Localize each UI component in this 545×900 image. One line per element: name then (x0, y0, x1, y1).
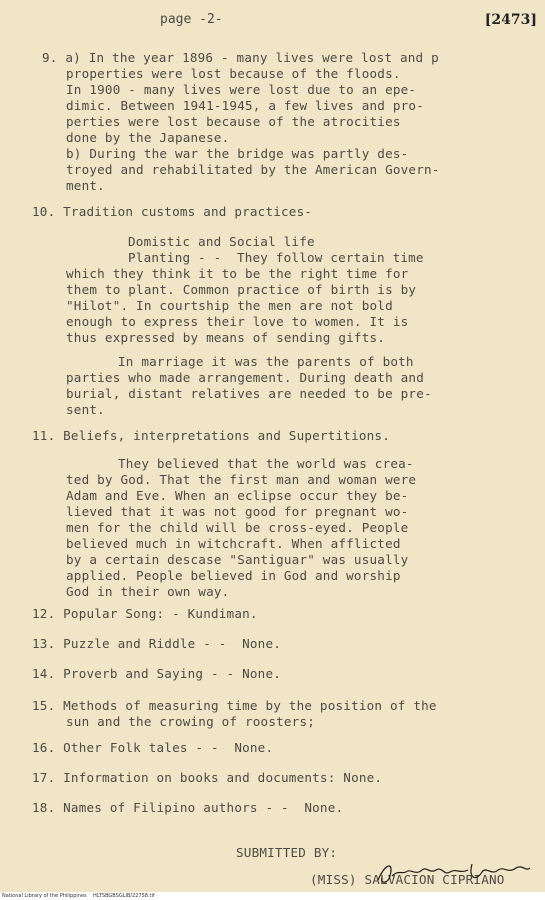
text-line: sun and the crowing of roosters; (66, 714, 316, 729)
text-line: SUBMITTED BY: (236, 845, 338, 860)
text-line: done by the Japanese. (66, 130, 230, 145)
text-line: applied. People believed in God and worship (66, 568, 401, 583)
text-line: men for the child will be cross-eyed. People (66, 520, 409, 535)
text-line: ted by God. That the first man and woman were (66, 472, 417, 487)
text-line: perties were lost because of the atrocities (66, 114, 401, 129)
text-line: parties who made arrangement. During death and (66, 370, 424, 385)
text-line: lieved that it was not good for pregnant wo- (66, 504, 409, 519)
text-line: properties were lost because of the floods. (66, 66, 401, 81)
reference-mark: [2473] (484, 12, 537, 28)
text-line: them to plant. Common practice of birth is by (66, 282, 417, 297)
text-line: 11. Beliefs, interpretations and Supertitions. (32, 428, 390, 443)
text-line: 14. Proverb and Saying - - None. (32, 666, 282, 681)
text-line: 13. Puzzle and Riddle - - None. (32, 636, 282, 651)
text-line: ment. (66, 178, 105, 193)
text-line: enough to express their love to women. It is (66, 314, 409, 329)
text-line: 15. Methods of measuring time by the position of the (32, 698, 437, 713)
text-line: troyed and rehabilitated by the American Govern- (66, 162, 440, 177)
text-line: thus expressed by means of sending gifts. (66, 330, 386, 345)
text-line: believed much in witchcraft. When afflicted (66, 536, 401, 551)
text-line: dimic. Between 1941-1945, a few lives and pro- (66, 98, 424, 113)
text-line: 17. Information on books and documents: None. (32, 770, 383, 785)
page-number-header: page -2- (160, 12, 223, 27)
text-line: In 1900 - many lives were lost due to an epe- (66, 82, 417, 97)
text-line: 18. Names of Filipino authors - - None. (32, 800, 344, 815)
text-line: 10. Tradition customs and practices- (32, 204, 313, 219)
text-line: They believed that the world was crea- (118, 456, 414, 471)
text-line: Adam and Eve. When an eclipse occur they be- (66, 488, 409, 503)
text-line: (MISS) SALVACION CIPRIANO (310, 872, 505, 887)
handwritten-signature (372, 858, 532, 888)
text-line: 16. Other Folk tales - - None. (32, 740, 274, 755)
text-line: Planting - - They follow certain time (128, 250, 424, 265)
text-line: b) During the war the bridge was partly des- (66, 146, 409, 161)
archive-footer: National Library of the Philippines HLTSBGBSGLIB/22758.tif (0, 892, 545, 900)
text-line: which they think it to be the right time for (66, 266, 409, 281)
text-line: by a certain descase "Santiguar" was usually (66, 552, 409, 567)
text-line: God in their own way. (66, 584, 230, 599)
text-line: "Hilot". In courtship the men are not bold (66, 298, 393, 313)
text-line: Domistic and Social life (128, 234, 315, 249)
text-line: 12. Popular Song: - Kundiman. (32, 606, 258, 621)
text-line: 9. a) In the year 1896 - many lives were lost and p (42, 50, 439, 65)
text-line: sent. (66, 402, 105, 417)
text-line: In marriage it was the parents of both (118, 354, 414, 369)
text-line: burial, distant relatives are needed to be pre- (66, 386, 432, 401)
